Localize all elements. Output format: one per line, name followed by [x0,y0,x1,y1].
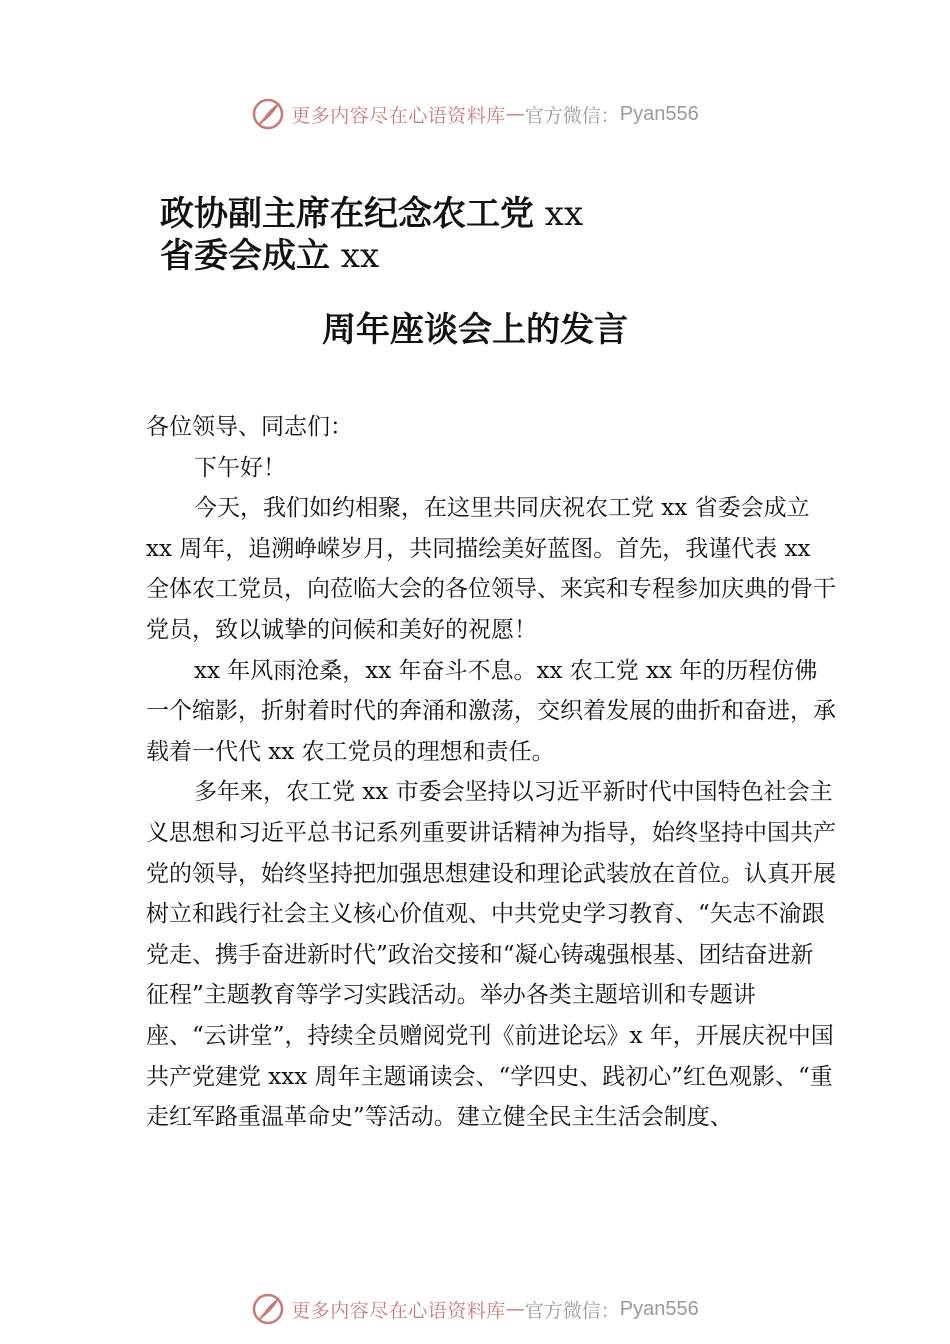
watermark-label: 官方微信： [524,104,620,127]
title-line-1: 政协副主席在纪念农工党 xx [160,194,584,234]
paragraph: 今天，我们如约相聚，在这里共同庆祝农工党 xx 省委会成立 xx 周年，追溯峥嵘岁月，共同描绘美好蓝图。首先，我谨代表 xx 全体农工党员，向莅临大会的各位领导、来宾和专程参加庆典的骨干党员，致以诚挚的问候和美好的祝愿！ [146,495,836,643]
document-title [160,193,583,277]
document-subtitle: 周年座谈会上的发言 [322,310,628,350]
watermark-wechat-id: Pyan556 [619,1297,699,1320]
footer-watermark [0,1289,950,1329]
salutation: 各位领导、同志们： [146,414,353,440]
quill-pen-icon [251,97,285,131]
watermark-dash: — [505,1298,525,1320]
greeting: 下午好！ [194,454,286,481]
header-watermark [0,94,950,134]
watermark-text: 更多内容尽在心语资料库 [291,104,506,127]
watermark-label: 官方微信： [524,1299,620,1322]
paragraph: xx 年风雨沧桑，xx 年奋斗不息。xx 农工党 xx 年的历程仿佛一个缩影，折射着时代的奔涌和激荡，交织着发展的曲折和奋进，承载着一代代 xx 农工党员的理想和责任。 [146,657,836,765]
title-line-2: 省委会成立 xx [160,236,380,276]
document-body [146,407,836,1138]
paragraph: 多年来，农工党 xx 市委会坚持以习近平新时代中国特色社会主义思想和习近平总书记系列重要讲话精神为指导，始终坚持中国共产党的领导，始终坚持把加强思想建设和理论武装放在首位。认真开展树立和践行社会主义核心价值观、中共党史学习教育、“矢志不渝跟党走、携手奋进新时代”政治交接和“凝心铸魂强根基、团结奋进新征程”主题教育等学习实践活动。举办各类主题培训和专题讲座、“云讲堂”，持续全员赠阅党刊《前进论坛》x 年，开展庆祝中国共产党建党 xxx 周年主题诵读会、“学四史、践初心”红色观影、“重走红军路重温革命史”等活动。建立健全民主生活会制度、 [146,779,836,1131]
quill-pen-icon [251,1292,285,1326]
watermark-dash: — [505,103,525,125]
watermark-text: 更多内容尽在心语资料库 [291,1299,506,1322]
watermark-wechat-id: Pyan556 [619,102,699,125]
